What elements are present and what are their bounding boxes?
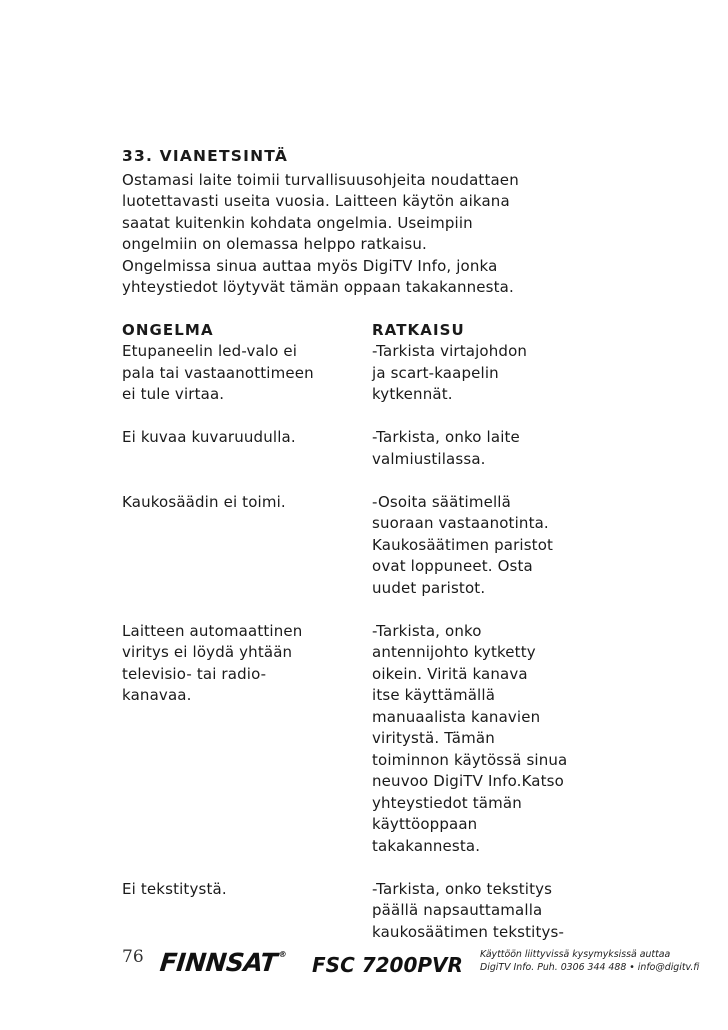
solution-line: neuvoo DigiTV Info.Katso <box>372 772 564 790</box>
solution-line: käyttöoppaan <box>372 815 478 833</box>
page-footer <box>122 940 702 980</box>
troubleshooting-table-header <box>122 320 622 342</box>
problem-line: Etupaneelin led-valo ei <box>122 342 298 360</box>
page-number: 76 <box>122 947 144 967</box>
registered-mark: ® <box>278 950 287 959</box>
support-info <box>480 948 710 974</box>
solution-line: ja scart-kaapelin <box>372 363 499 382</box>
problem-cell <box>122 621 372 858</box>
problem-line: Ei tekstitystä. <box>122 879 227 898</box>
model-name: FSC 7200PVR <box>312 953 463 977</box>
table-row <box>122 341 622 406</box>
intro-line: yhteystiedot löytyvät tämän oppaan takakannesta. <box>122 278 514 296</box>
table-row <box>122 879 622 944</box>
solution-line: takakannesta. <box>372 836 481 855</box>
problem-line: televisio- tai radio- <box>122 664 267 683</box>
problem-line: ei tule virtaa. <box>122 385 225 403</box>
solution-line: kytkennät. <box>372 385 453 403</box>
problem-cell <box>122 879 372 944</box>
support-info-line: Käyttöön liittyvissä kysymyksissä auttaa <box>480 949 671 960</box>
solution-line: oikein. Viritä kanava <box>372 664 528 683</box>
solution-line: kaukosäätimen tekstitys- <box>372 922 565 941</box>
solution-line: -Tarkista virtajohdon <box>372 342 528 360</box>
solution-line: -Osoita säätimellä <box>372 492 511 511</box>
solution-line: valmiustilassa. <box>372 449 486 468</box>
table-row <box>122 492 622 600</box>
solution-cell <box>372 427 622 470</box>
solution-line: toiminnon käytössä sinua <box>372 750 568 769</box>
intro-line: Ongelmissa sinua auttaa myös DigiTV Info, jonka <box>122 256 498 275</box>
header-solution: RATKAISU <box>372 320 465 339</box>
table-row <box>122 621 622 858</box>
problem-line: viritys ei löydä yhtään <box>122 643 293 661</box>
problem-cell <box>122 341 372 406</box>
solution-line: yhteystiedot tämän <box>372 793 522 812</box>
solution-line: -Tarkista, onko <box>372 621 482 640</box>
table-row <box>122 427 622 470</box>
solution-line: -Tarkista, onko tekstitys <box>372 879 553 898</box>
problem-line: Ei kuvaa kuvaruudulla. <box>122 428 296 446</box>
solution-cell <box>372 621 622 858</box>
document-body <box>122 146 622 943</box>
solution-cell <box>372 879 622 944</box>
header-problem: ONGELMA <box>122 320 214 339</box>
intro-line: ongelmiin on olemassa helppo ratkaisu. <box>122 235 427 253</box>
problem-cell <box>122 492 372 600</box>
solution-cell <box>372 341 622 406</box>
intro-line: saatat kuitenkin kohdata ongelmia. Useimpiin <box>122 213 473 232</box>
solution-line: päällä napsauttamalla <box>372 901 543 919</box>
brand-logo-text: FINNSAT <box>158 948 279 977</box>
solution-line: viritystä. Tämän <box>372 729 495 747</box>
solution-line: uudet paristot. <box>372 578 486 597</box>
intro-paragraph <box>122 170 622 299</box>
solution-line: -Tarkista, onko laite <box>372 428 520 446</box>
problem-line: pala tai vastaanottimeen <box>122 363 314 382</box>
problem-line: Kaukosäädin ei toimi. <box>122 492 286 511</box>
intro-line: luotettavasti useita vuosia. Laitteen käytön aikana <box>122 192 510 210</box>
solution-line: ovat loppuneet. Osta <box>372 557 533 575</box>
problem-line: Laitteen automaattinen <box>122 621 303 640</box>
solution-cell <box>372 492 622 600</box>
section-title: 33. VIANETSINTÄ <box>122 147 289 165</box>
solution-line: suoraan vastaanotinta. <box>372 514 549 532</box>
finnsat-logo <box>158 948 286 977</box>
solution-line: manuaalista kanavien <box>372 707 541 726</box>
solution-line: antennijohto kytketty <box>372 643 536 661</box>
support-info-line: DigiTV Info. Puh. 0306 344 488 • info@digitv.fi <box>480 962 700 973</box>
solution-line: itse käyttämällä <box>372 686 496 704</box>
problem-cell <box>122 427 372 470</box>
intro-line: Ostamasi laite toimii turvallisuusohjeita noudattaen <box>122 170 519 189</box>
solution-line: Kaukosäätimen paristot <box>372 535 554 554</box>
problem-line: kanavaa. <box>122 686 192 704</box>
